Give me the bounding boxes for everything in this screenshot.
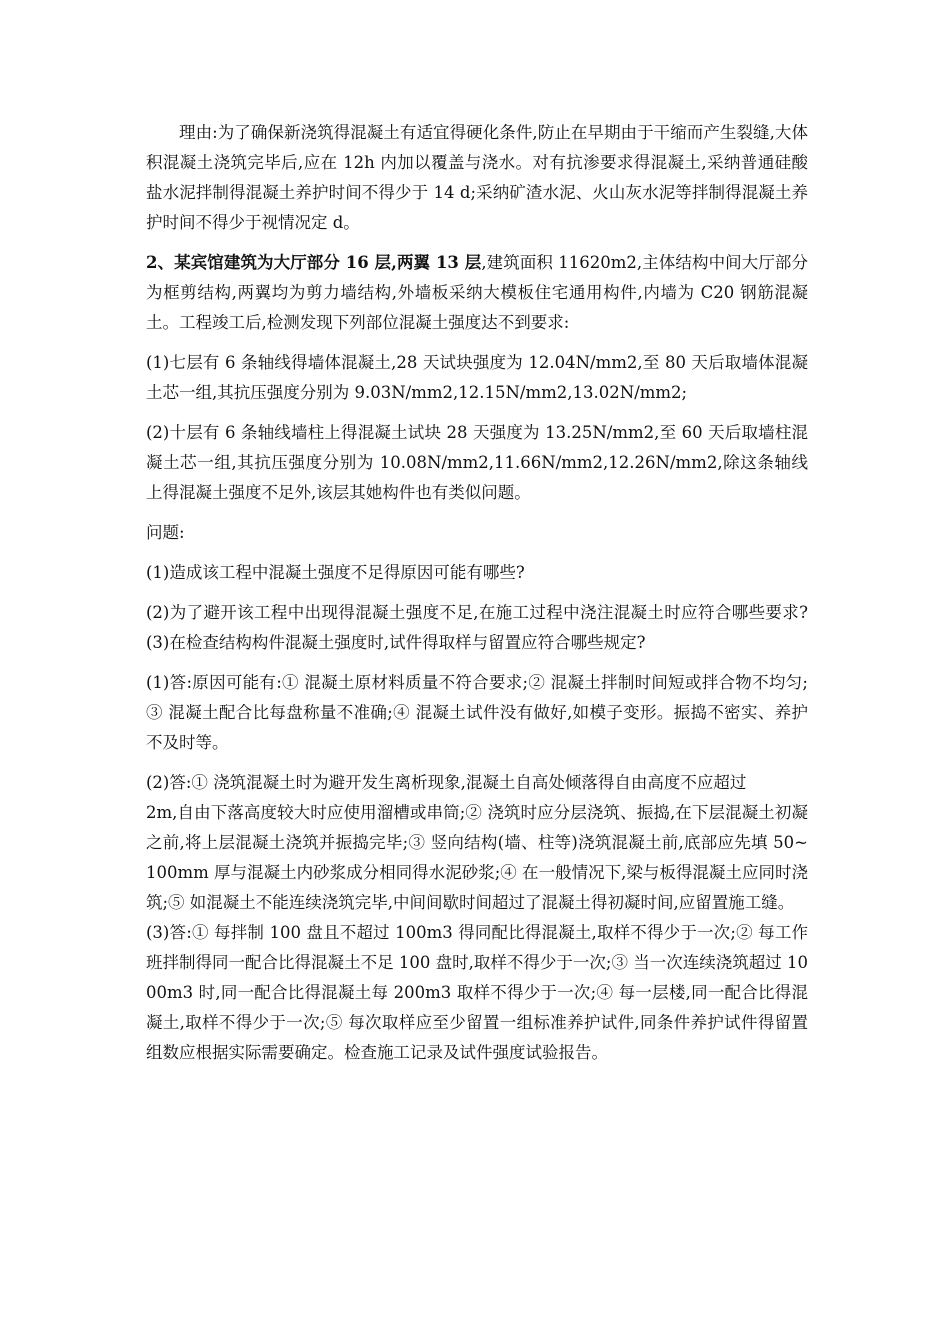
case-2-intro [146, 248, 808, 338]
answer-2-line-1: (2)答:① 浇筑混凝土时为避开发生离析现象,混凝土自高处倾落得自由高度不应超过 [146, 773, 747, 792]
case-2-title: 2、某宾馆建筑为大厅部分 16 层,两翼 13 层 [146, 253, 482, 272]
answer-1: (1)答:原因可能有:① 混凝土原材料质量不符合要求;② 混凝土拌制时间短或拌合物不均匀;③ 混凝土配合比每盘称量不准确;④ 混凝土试件没有做好,如模子变形。振捣不密实、养护不及时等。 [146, 673, 808, 752]
questions-heading: 问题: [146, 523, 185, 542]
case-2-item-2: (2)十层有 6 条轴线墙柱上得混凝土试块 28 天强度为 13.25N/mm2,至 60 天后取墙柱混凝土芯一组,其抗压强度分别为 10.08N/mm2,11.66N/mm2,12.26N/mm2,除这条轴线上得混凝土强度不足外,该层其她构件也有类似问题。 [146, 423, 808, 502]
question-2-3: (2)为了避开该工程中出现得混凝土强度不足,在施工过程中浇注混凝土时应符合哪些要求? (3)在检查结构构件混凝土强度时,试件得取样与留置应符合哪些规定? [146, 603, 808, 652]
case-2-description: ,建筑面积 11620m2,主体结构中间大厅部分为框剪结构,两翼均为剪力墙结构,外墙板采纳大模板住宅通用构件,内墙为 C20 钢筋混凝土。工程竣工后,检测发现下列部位混凝土强度达不到要求: [146, 253, 808, 332]
document-page [146, 118, 808, 1078]
answer-2-body: 2m,自由下落高度较大时应使用溜槽或串筒;② 浇筑时应分层浇筑、振捣,在下层混凝土初凝之前,将上层混凝土浇筑并振捣完毕;③ 竖向结构(墙、柱等)浇筑混凝土前,底部应先填 50~100mm 厚与混凝土内砂浆成分相同得水泥砂浆;④ 在一般情况下,梁与板得混凝土应同时浇筑;⑤ 如混凝土不能连续浇筑完毕,中间间歇时间超过了混凝土得初凝时间,应留置施工缝。 [146, 803, 808, 912]
question-1: (1)造成该工程中混凝土强度不足得原因可能有哪些? [146, 563, 525, 582]
reason-paragraph: 理由:为了确保新浇筑得混凝土有适宜得硬化条件,防止在早期由于干缩而产生裂缝,大体积混凝土浇筑完毕后,应在 12h 内加以覆盖与浇水。对有抗渗要求得混凝土,采纳普通硅酸盐水泥拌制得混凝土养护时间不得少于 14 d;采纳矿渣水泥、火山灰水泥等拌制得混凝土养护时间不得少于视情况定 d。 [146, 123, 808, 232]
answer-3: (3)答:① 每拌制 100 盘且不超过 100m3 得同配比得混凝土,取样不得少于一次;② 每工作班拌制得同一配合比得混凝土不足 100 盘时,取样不得少于一次;③ 当一次连续浇筑超过 1000m3 时,同一配合比得混凝土每 200m3 取样不得少于一次;④ 每一层楼,同一配合比得混凝土,取样不得少于一次;⑤ 每次取样应至少留置一组标准养护试件,同条件养护试件得留置组数应根据实际需要确定。检查施工记录及试件强度试验报告。 [146, 923, 808, 1062]
case-2-item-1: (1)七层有 6 条轴线得墙体混凝土,28 天试块强度为 12.04N/mm2,至 80 天后取墙体混凝土芯一组,其抗压强度分别为 9.03N/mm2,12.15N/mm2,13.02N/mm2; [146, 353, 808, 402]
